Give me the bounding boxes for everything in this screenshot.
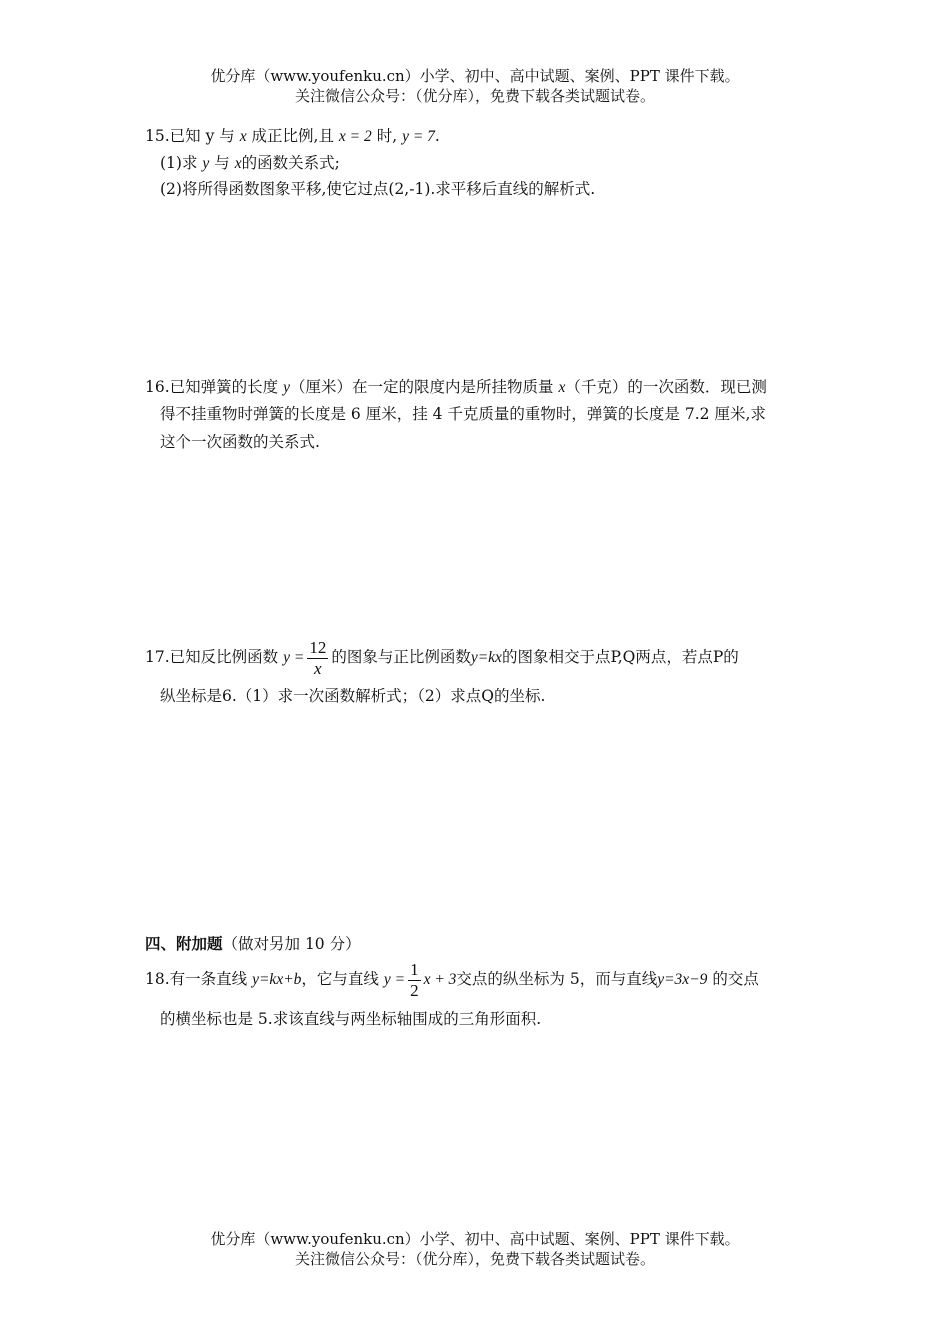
- section-4-title: 四、附加题: [145, 934, 223, 953]
- header-banner: [0, 66, 950, 106]
- footer-line-2: 关注微信公众号：（优分库），免费下载各类试题试卷。: [294, 1250, 655, 1268]
- question-16-line-3: 这个一次函数的关系式.: [160, 433, 320, 451]
- question-16-line-1: 16.已知弹簧的长度 y（厘米）在一定的限度内是所挂物质量 x（千克）的一次函数．现已测: [145, 378, 767, 396]
- question-18-line-2: 的横坐标也是 5.求该直线与两坐标轴围成的三角形面积.: [160, 1010, 542, 1028]
- question-15-part-1: (1)求 y 与 x的函数关系式;: [160, 154, 340, 172]
- question-17-line-2: 纵坐标是6.（1）求一次函数解析式；（2）求点Q的坐标.: [160, 687, 546, 705]
- header-line-1: 优分库（www.youfenku.cn）小学、初中、高中试题、案例、PPT 课件下载。: [210, 67, 740, 85]
- footer-banner: [0, 1229, 950, 1269]
- fraction-1-over-2: $\frac{1}{2}$: [410, 959, 419, 1000]
- footer-line-1: 优分库（www.youfenku.cn）小学、初中、高中试题、案例、PPT 课件下载。: [210, 1230, 740, 1248]
- question-18-line-1: 18.有一条直线 y=kx+b，它与直线 y = $\frac{1}{2}$ x + 3交点的纵坐标为 5，而与直线y=3x−9 的交点: [145, 959, 759, 1000]
- header-line-2: 关注微信公众号：（优分库），免费下载各类试题试卷。: [294, 87, 655, 105]
- question-15-stem: 15.已知 y 与 x 成正比例,且 x = 2 时, y = 7.: [145, 127, 440, 145]
- section-4-heading: [145, 933, 361, 955]
- question-16-line-2: 得不挂重物时弹簧的长度是 6 厘米，挂 4 千克质量的重物时，弹簧的长度是 7.2 厘米,求: [160, 405, 766, 423]
- fraction-12-over-x: $\frac{12}{x}$: [309, 637, 327, 678]
- section-4-note: （做对另加 10 分）: [222, 935, 361, 953]
- question-15-part-2: (2)将所得函数图象平移,使它过点(2,-1).求平移后直线的解析式.: [160, 180, 596, 198]
- question-17-line-1: 17.已知反比例函数 y = $\frac{12}{x}$ 的图象与正比例函数y=kx的图象相交于点P,Q两点，若点P的: [145, 637, 739, 678]
